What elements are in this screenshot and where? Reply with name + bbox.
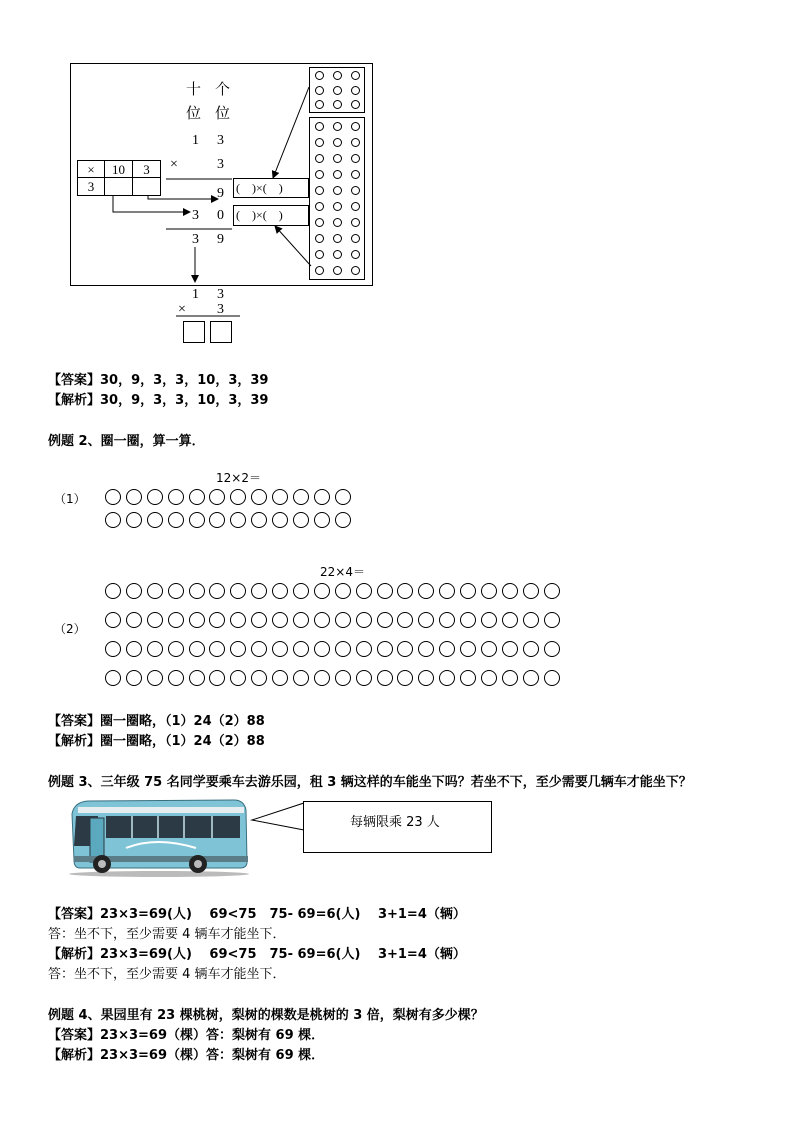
counting-dot xyxy=(333,266,342,275)
circle[interactable] xyxy=(335,612,351,628)
ex2-p1-circle-grid xyxy=(105,486,356,532)
circle[interactable] xyxy=(523,641,539,657)
circle[interactable] xyxy=(126,641,142,657)
ex1-analysis: 【解析】30，9，3，3，10，3，39 xyxy=(48,393,269,408)
circle[interactable] xyxy=(356,583,372,599)
circle[interactable] xyxy=(209,670,225,686)
grid-blank-cell-1[interactable] xyxy=(104,177,133,196)
circle[interactable] xyxy=(251,641,267,657)
speech-bubble-pointer xyxy=(250,800,310,840)
vert-times-sign: × xyxy=(178,302,186,317)
circle[interactable] xyxy=(230,583,246,599)
counting-dot xyxy=(351,100,360,109)
grid-three-cell: 3 xyxy=(132,160,161,178)
counting-dot xyxy=(333,202,342,211)
counting-dot xyxy=(351,266,360,275)
ex2-p2-expression: 22×4＝ xyxy=(320,565,365,579)
circle[interactable] xyxy=(418,583,434,599)
ones-label: 个 xyxy=(215,82,231,98)
result-ones: 9 xyxy=(217,232,224,247)
circle[interactable] xyxy=(105,489,121,505)
circle[interactable] xyxy=(189,670,205,686)
circle[interactable] xyxy=(377,670,393,686)
circle[interactable] xyxy=(460,583,476,599)
bubble-text: 每辆限乘 23 人 xyxy=(350,815,440,830)
ex2-answer: 【答案】圈一圈略，（1）24（2）88 xyxy=(48,714,265,729)
circle[interactable] xyxy=(397,670,413,686)
circle[interactable] xyxy=(126,583,142,599)
circle[interactable] xyxy=(460,612,476,628)
counting-dot xyxy=(315,266,324,275)
circle[interactable] xyxy=(189,612,205,628)
counting-dot xyxy=(315,234,324,243)
circle[interactable] xyxy=(209,512,225,528)
circle[interactable] xyxy=(356,612,372,628)
circle[interactable] xyxy=(251,612,267,628)
circle[interactable] xyxy=(397,641,413,657)
bus-image xyxy=(66,796,252,878)
ex3-analysis-line2: 答：坐不下，至少需要 4 辆车才能坐下． xyxy=(48,967,286,982)
circle[interactable] xyxy=(502,641,518,657)
circle-row xyxy=(105,609,565,638)
circle-row xyxy=(105,580,565,609)
circle[interactable] xyxy=(314,670,330,686)
result-tens: 3 xyxy=(192,232,199,247)
circle[interactable] xyxy=(147,670,163,686)
circle-row xyxy=(105,667,565,696)
circle[interactable] xyxy=(230,512,246,528)
multiplication-grid xyxy=(77,160,161,196)
counting-dot xyxy=(333,122,342,131)
counting-dot xyxy=(315,122,324,131)
circle[interactable] xyxy=(335,512,351,528)
circle[interactable] xyxy=(105,583,121,599)
counting-dot xyxy=(351,122,360,131)
ex3-analysis-line1: 【解析】23×3=69(人) 69<75 75- 69=6(人) 3+1=4（辆） xyxy=(48,947,466,962)
circle[interactable] xyxy=(481,670,497,686)
circle[interactable] xyxy=(523,583,539,599)
circle[interactable] xyxy=(251,670,267,686)
paren-expression-box-2[interactable]: ( )×( ) xyxy=(233,205,309,226)
multiplier-digit: 3 xyxy=(217,157,224,172)
counting-dot xyxy=(315,186,324,195)
circle[interactable] xyxy=(272,512,288,528)
circle[interactable] xyxy=(147,583,163,599)
grid-left-cell: 3 xyxy=(77,177,105,196)
circle[interactable] xyxy=(209,489,225,505)
counting-dot xyxy=(315,218,324,227)
circle[interactable] xyxy=(377,641,393,657)
circle[interactable] xyxy=(105,670,121,686)
dot-box-tens xyxy=(309,117,365,280)
circle[interactable] xyxy=(126,489,142,505)
counting-dot xyxy=(315,170,324,179)
circle[interactable] xyxy=(523,670,539,686)
circle[interactable] xyxy=(293,641,309,657)
circle[interactable] xyxy=(460,641,476,657)
circle[interactable] xyxy=(439,583,455,599)
circle[interactable] xyxy=(209,583,225,599)
circle[interactable] xyxy=(418,612,434,628)
ex1-answer: 【答案】30，9，3，3，10，3，39 xyxy=(48,373,269,388)
circle[interactable] xyxy=(189,489,205,505)
circle[interactable] xyxy=(168,641,184,657)
partial-product-2-tens: 3 xyxy=(192,208,199,223)
circle[interactable] xyxy=(397,612,413,628)
counting-dot xyxy=(315,138,324,147)
vert-top-tens: 1 xyxy=(192,287,199,302)
counting-dot xyxy=(333,138,342,147)
paren-expression-box-1[interactable]: ( )×( ) xyxy=(233,178,309,198)
counting-dot xyxy=(315,202,324,211)
counting-dot xyxy=(315,100,324,109)
counting-dot xyxy=(351,234,360,243)
counting-dot xyxy=(333,250,342,259)
circle[interactable] xyxy=(314,489,330,505)
circle[interactable] xyxy=(209,612,225,628)
ex3-answer-line2: 答：坐不下，至少需要 4 辆车才能坐下． xyxy=(48,927,286,942)
tens-label: 十 xyxy=(186,82,202,98)
counting-dot xyxy=(315,250,324,259)
speech-bubble xyxy=(303,801,492,853)
circle[interactable] xyxy=(314,512,330,528)
ex2-p1-label: （1） xyxy=(54,492,86,506)
counting-dot xyxy=(315,154,324,163)
circle[interactable] xyxy=(418,641,434,657)
ex2-p1-expression: 12×2＝ xyxy=(216,471,261,485)
counting-dot xyxy=(315,86,324,95)
circle[interactable] xyxy=(189,512,205,528)
circle[interactable] xyxy=(481,641,497,657)
circle[interactable] xyxy=(460,670,476,686)
circle[interactable] xyxy=(335,670,351,686)
circle[interactable] xyxy=(251,583,267,599)
ex4-title: 例题 4、果园里有 23 棵桃树，梨树的棵数是桃树的 3 倍，梨树有多少棵？ xyxy=(48,1008,484,1023)
ex2-title: 例题 2、圈一圈，算一算． xyxy=(48,434,205,449)
circle[interactable] xyxy=(126,512,142,528)
circle[interactable] xyxy=(105,612,121,628)
partial-product-2-ones: 0 xyxy=(217,208,224,223)
counting-dot xyxy=(333,71,342,80)
circle[interactable] xyxy=(502,670,518,686)
ex3-answer-line1: 【答案】23×3=69(人) 69<75 75- 69=6(人) 3+1=4（辆） xyxy=(48,907,466,922)
answer-box-tens[interactable] xyxy=(183,321,205,343)
place-char-tens: 位 xyxy=(186,106,202,122)
circle[interactable] xyxy=(356,670,372,686)
circle[interactable] xyxy=(502,612,518,628)
circle[interactable] xyxy=(439,612,455,628)
times-sign: × xyxy=(170,157,178,172)
circle[interactable] xyxy=(335,489,351,505)
circle[interactable] xyxy=(168,489,184,505)
circle[interactable] xyxy=(209,641,225,657)
circle[interactable] xyxy=(168,670,184,686)
counting-dot xyxy=(333,218,342,227)
circle[interactable] xyxy=(230,489,246,505)
counting-dot xyxy=(351,138,360,147)
circle[interactable] xyxy=(168,583,184,599)
vert-multiplier: 3 xyxy=(217,302,224,317)
counting-dot xyxy=(333,86,342,95)
circle[interactable] xyxy=(168,612,184,628)
top-digit-ones: 3 xyxy=(217,133,224,148)
circle[interactable] xyxy=(147,512,163,528)
circle[interactable] xyxy=(335,641,351,657)
circle[interactable] xyxy=(272,489,288,505)
circle[interactable] xyxy=(168,512,184,528)
circle[interactable] xyxy=(397,583,413,599)
counting-dot xyxy=(333,186,342,195)
ex2-analysis: 【解析】圈一圈略，（1）24（2）88 xyxy=(48,734,265,749)
circle[interactable] xyxy=(189,583,205,599)
circle[interactable] xyxy=(544,583,560,599)
circle[interactable] xyxy=(439,641,455,657)
circle[interactable] xyxy=(230,670,246,686)
ex3-title: 例题 3、三年级 75 名同学要乘车去游乐园，租 3 辆这样的车能坐下吗？若坐不下，至少需要几辆车才能坐下？ xyxy=(48,775,692,790)
counting-dot xyxy=(333,154,342,163)
circle[interactable] xyxy=(126,670,142,686)
counting-dot xyxy=(351,86,360,95)
circle[interactable] xyxy=(544,641,560,657)
circle[interactable] xyxy=(293,670,309,686)
circle[interactable] xyxy=(147,489,163,505)
circle[interactable] xyxy=(105,512,121,528)
ex4-analysis: 【解析】23×3=69（棵）答：梨树有 69 棵． xyxy=(48,1048,325,1063)
circle[interactable] xyxy=(544,670,560,686)
vert-top-ones: 3 xyxy=(217,287,224,302)
ex4-answer: 【答案】23×3=69（棵）答：梨树有 69 棵． xyxy=(48,1028,325,1043)
circle[interactable] xyxy=(230,612,246,628)
circle[interactable] xyxy=(356,641,372,657)
grid-blank-cell-2[interactable] xyxy=(132,177,161,196)
counting-dot xyxy=(315,71,324,80)
circle[interactable] xyxy=(272,583,288,599)
circle[interactable] xyxy=(272,670,288,686)
counting-dot xyxy=(333,100,342,109)
counting-dot xyxy=(351,202,360,211)
circle-row xyxy=(105,638,565,667)
partial-product-1: 9 xyxy=(217,186,224,201)
circle[interactable] xyxy=(147,641,163,657)
circle[interactable] xyxy=(481,612,497,628)
circle[interactable] xyxy=(293,583,309,599)
circle[interactable] xyxy=(251,489,267,505)
circle[interactable] xyxy=(230,641,246,657)
place-char-ones: 位 xyxy=(215,106,231,122)
circle[interactable] xyxy=(439,670,455,686)
counting-dot xyxy=(333,170,342,179)
circle[interactable] xyxy=(335,583,351,599)
circle[interactable] xyxy=(418,670,434,686)
circle[interactable] xyxy=(377,583,393,599)
circle-row xyxy=(105,486,356,509)
counting-dot xyxy=(351,154,360,163)
counting-dot xyxy=(333,234,342,243)
circle[interactable] xyxy=(293,612,309,628)
counting-dot xyxy=(351,250,360,259)
circle[interactable] xyxy=(314,641,330,657)
top-digit-tens: 1 xyxy=(192,133,199,148)
circle[interactable] xyxy=(293,489,309,505)
circle[interactable] xyxy=(314,612,330,628)
circle[interactable] xyxy=(272,641,288,657)
counting-dot xyxy=(351,170,360,179)
circle[interactable] xyxy=(147,612,163,628)
circle[interactable] xyxy=(126,612,142,628)
grid-times-cell: × xyxy=(77,160,105,178)
counting-dot xyxy=(351,218,360,227)
grid-ten-cell: 10 xyxy=(104,160,133,178)
circle-row xyxy=(105,509,356,532)
circle[interactable] xyxy=(272,612,288,628)
circle[interactable] xyxy=(377,612,393,628)
circle[interactable] xyxy=(523,612,539,628)
dot-box-ones xyxy=(309,67,365,113)
circle[interactable] xyxy=(502,583,518,599)
ex2-p2-label: （2） xyxy=(54,622,86,636)
circle[interactable] xyxy=(544,612,560,628)
circle[interactable] xyxy=(293,512,309,528)
answer-box-ones[interactable] xyxy=(210,321,232,343)
counting-dot xyxy=(351,186,360,195)
counting-dot xyxy=(351,71,360,80)
circle[interactable] xyxy=(105,641,121,657)
circle[interactable] xyxy=(314,583,330,599)
circle[interactable] xyxy=(481,583,497,599)
ex2-p2-circle-grid xyxy=(105,580,565,696)
circle[interactable] xyxy=(251,512,267,528)
circle[interactable] xyxy=(189,641,205,657)
